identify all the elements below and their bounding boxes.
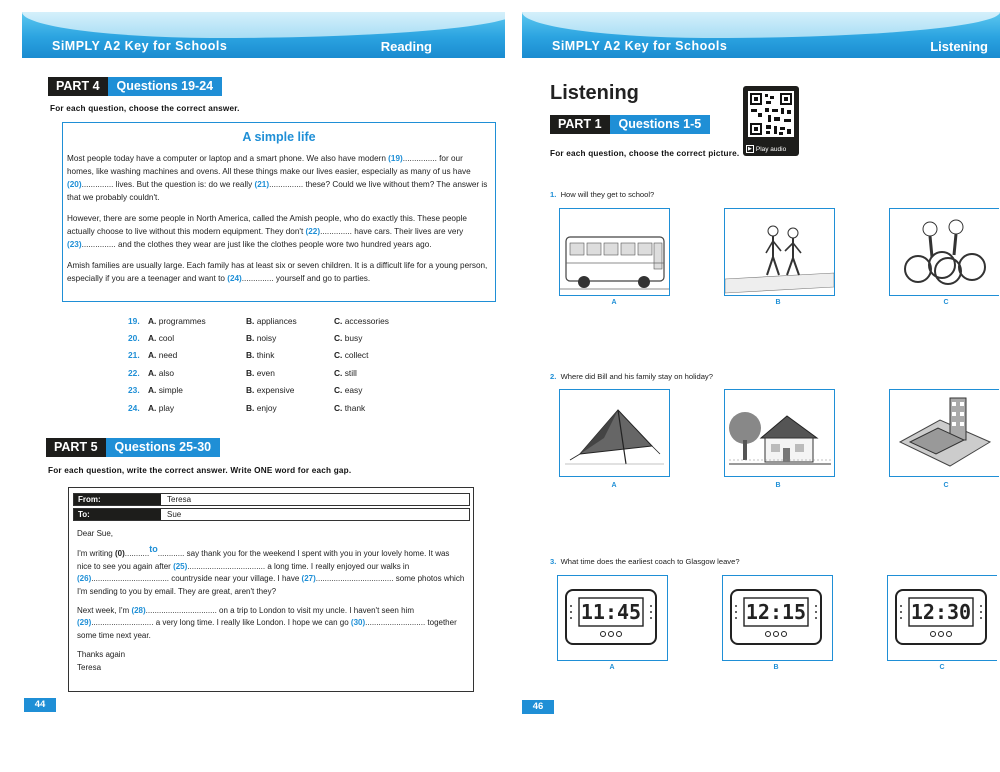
gap-22[interactable]: (22) [305,227,321,236]
story-box [62,122,496,302]
option-21-c[interactable]: C. collect [334,350,369,361]
listening-questions: Questions 1-5 [610,115,711,134]
story-title: A simple life [242,130,316,144]
gap-24[interactable]: (24) [227,274,242,283]
option-row-19: 19. A. programmes B. appliances C. accessories [128,315,389,326]
gap-21[interactable]: (21) [254,180,270,189]
email-body [77,528,465,681]
example-answer: to [149,544,158,555]
email-signature: Teresa [77,662,102,672]
clock-icon [895,586,987,648]
bus-icon [560,209,669,295]
question-2: 2. Where did Bill and his family stay on holiday? [550,372,713,381]
email-paragraph-1: I'm writing (0)...........to............ say thank you for the weekend I spent with you in your lovely home. It was nice to see you again after (25)................................... a long time. I really enjoyed our walks in (26)................................... countryside near your village. I have (27)................................... some photos which I'm sending to you by email. They are great, aren't they? [77,544,465,596]
listening-title: Listening [550,82,639,104]
play-audio-button[interactable]: ▶ Play audio [748,145,787,153]
part4-instruction: For each question, choose the correct answer. [50,104,240,113]
option-22-a[interactable]: A. also [148,367,175,378]
option-22-c[interactable]: C. still [334,367,357,378]
gap-25[interactable]: (25) [173,561,188,571]
gap-27[interactable]: (27) [301,574,316,584]
option-19-b[interactable]: B. appliances [246,315,297,326]
gap-26[interactable]: (26) [77,574,92,584]
q3-picture-c[interactable] [887,575,997,661]
part4-questions: Questions 19-24 [108,77,223,96]
q2-label-a: A [611,482,617,489]
option-row-22: 22. A. also B. even C. still [128,367,357,378]
gap-19[interactable]: (19) [388,154,403,163]
gap-23[interactable]: (23) [67,240,82,249]
option-row-24: 24. A. play B. enjoy C. thank [128,402,366,413]
q2-picture-b[interactable] [724,389,835,477]
q1-label-a: A [611,299,617,306]
brand-title: SiMPLY A2 Key for Schools [52,39,228,53]
option-21-b[interactable]: B. think [246,350,275,361]
email-closing: Thanks again [77,650,126,660]
option-22-b[interactable]: B. even [246,367,275,378]
q3-picture-b[interactable] [722,575,833,661]
q3-label-c: C [939,664,945,671]
q2-label-c: C [943,482,949,489]
q1-picture-c[interactable] [889,208,999,296]
option-20-c[interactable]: C. busy [334,333,363,344]
q1-picture-b[interactable] [724,208,835,296]
page-number-left: 44 [24,698,56,712]
option-23-a[interactable]: A. simple [148,385,183,396]
option-row-23: 23. A. simple B. expensive C. easy [128,385,363,396]
clock-time-b: 12:15 [745,600,807,624]
listening-instruction: For each question, choose the correct picture. [550,149,740,158]
option-23-c[interactable]: C. easy [334,385,363,396]
story-paragraph-1: Most people today have a computer or laptop and a smart phone. We also have modern (19)............... for our homes, like washing machines and ovens. All these things make our lives easier, especially as many of us have (20).............. lives. But the question is: do we really (21)............... these? Could we live without them? The answer is that we probably couldn't. [67,154,488,202]
q3-label-b: B [773,664,779,671]
gap-20[interactable]: (20) [67,180,82,189]
clock-icon [565,586,657,648]
part5-tag [46,438,220,457]
email-paragraph-2: Next week, I'm (28)................................ on a trip to London to visit my uncle. I haven't seen him (29)............................ a very long time. I really like London. I hope we can go (30)........................... together some time next year. [77,606,457,640]
q3-label-a: A [609,664,615,671]
q1-label-c: C [943,299,949,306]
right-header-banner [522,12,1000,58]
qr-code-icon [748,91,794,137]
story-paragraph-3: Amish families are usually large. Each family has at least six or seven children. It is a difficult life for a young person, especially if you are a teenager and want to (24).............. yourself and go to parties. [67,261,488,283]
clock-icon [730,586,822,648]
email-box [68,487,474,692]
part5-label: PART 5 [46,438,106,457]
part4-label: PART 4 [48,77,108,96]
email-greeting: Dear Sue, [77,529,114,538]
option-24-b[interactable]: B. enjoy [246,402,277,413]
part5-instruction: For each question, write the correct answer. Write ONE word for each gap. [48,466,352,475]
q2-picture-c[interactable] [889,389,999,477]
q1-label-b: B [775,299,781,306]
qr-code[interactable] [743,86,799,156]
option-19-a[interactable]: A. programmes [148,315,206,326]
hotel-icon [890,390,999,476]
play-icon: ▶ [748,146,752,152]
question-1: 1. How will they get to school? [550,190,655,199]
q2-picture-a[interactable] [559,389,670,477]
option-20-b[interactable]: B. noisy [246,333,277,344]
listening-part-label: PART 1 [550,115,610,134]
walking-children-icon [725,209,834,295]
option-24-a[interactable]: A. play [148,402,175,413]
clock-time-a: 11:45 [580,600,642,624]
email-to-field: To: Sue [73,508,470,521]
option-21-a[interactable]: A. need [148,350,178,361]
section-reading: Reading [380,39,432,54]
bicycle-icon [890,209,999,295]
tent-icon [560,390,669,476]
part4-tag [48,77,222,96]
gap-30[interactable]: (30) [350,618,366,628]
brand-title-right: SiMPLY A2 Key for Schools [552,39,728,53]
gap-28[interactable]: (28) [131,606,146,616]
clock-time-c: 12:30 [910,600,972,624]
option-19-c[interactable]: C. accessories [334,315,389,326]
page-number-right: 46 [522,700,554,714]
left-header-banner [22,12,505,58]
house-icon [725,390,834,476]
question-3: 3. What time does the earliest coach to Glasgow leave? [550,557,740,566]
gap-29[interactable]: (29) [77,618,92,628]
listening-part-tag [550,115,710,134]
q2-label-b: B [775,482,781,489]
option-20-a[interactable]: A. cool [148,333,175,344]
option-23-b[interactable]: B. expensive [246,385,295,396]
option-row-20: 20. A. cool B. noisy C. busy [128,333,363,344]
option-row-21: 21. A. need B. think C. collect [128,350,369,361]
answer-options [128,312,389,416]
q1-picture-a[interactable] [559,208,670,296]
part5-questions: Questions 25-30 [106,438,221,457]
option-24-c[interactable]: C. thank [334,402,366,413]
section-listening: Listening [930,39,988,54]
q3-picture-a[interactable] [557,575,668,661]
right-page [505,0,1000,772]
story-paragraph-2: However, there are some people in North America, called the Amish people, who do exactly this. These people actually choose to live without this modern equipment. They don't (22).............. have cars. Their lives are very (23)............... and the clothes they wear are just like the clothes people wore two hundred years ago. [67,214,467,249]
email-from-field: From: Teresa [73,493,470,506]
